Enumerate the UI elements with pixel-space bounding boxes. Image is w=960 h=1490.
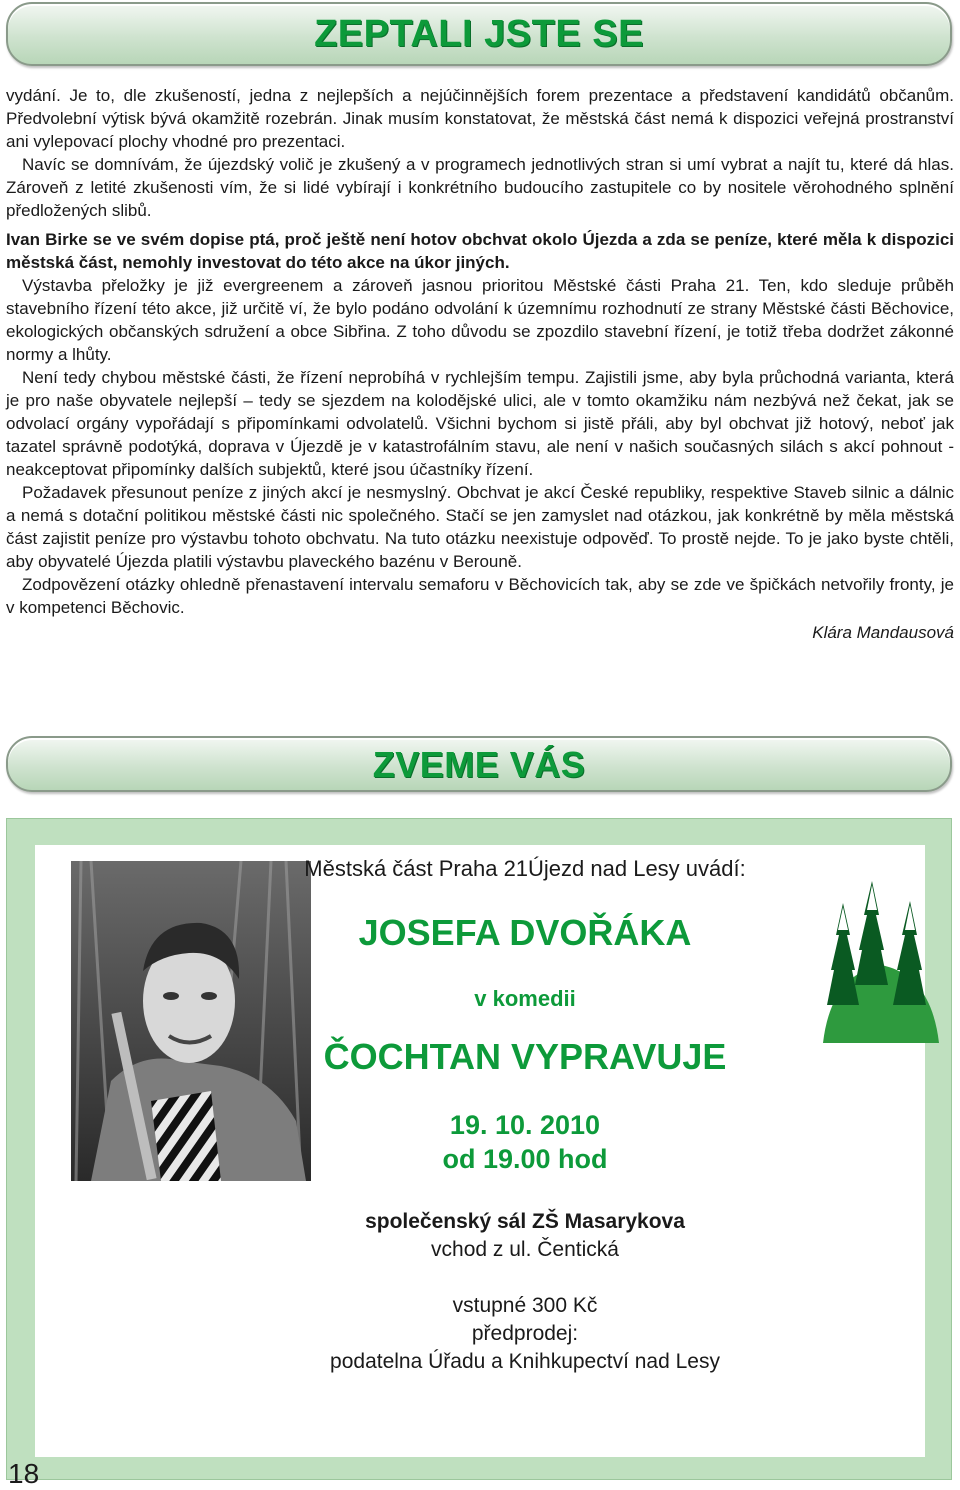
article-paragraph: Požadavek přesunout peníze z jiných akcí je nesmyslný. Obchvat je akcí České republiky, respektive Staveb silnic a dálnic a nemá s dotační politikou městské části nic společného. Stačí se jen zamyslet nad otázkou, jak konkrétně by měla městská část zajistit peníze pro výstavbu tohoto obchvatu. Na tuto otázku neexistuje odpověď. To prostě nejde. To je jako byste chtěli, aby obyvatelé Újezda platili výstavbu plaveckého bazénu v Berouně. <box>6 483 954 571</box>
presale-label: předprodej: <box>471 1322 579 1345</box>
section-header-banner <box>6 736 952 792</box>
event-date: 19. 10. 2010 <box>449 1110 601 1140</box>
article-paragraph: Výstavba přeložky je již evergreenem a zároveň jasnou prioritou Městské části Praha 21. Ten, kdo sleduje průběh stavebního řízení této akce, již určitě ví, že bylo podáno odvolání k územnímu rozhodnutí ze strany Městské části Běchovice, ekologických občanských sdružení a obce Sibřina. Z toho důvodu se zpozdilo stavební řízení, je totiž třeba dodržet zákonné normy a lhůty. <box>6 276 954 364</box>
portrait-image <box>71 861 311 1181</box>
article-body <box>6 84 954 644</box>
admission-price: vstupné 300 Kč <box>452 1294 598 1317</box>
presale-places: podatelna Úřadu a Knihkupectví nad Lesy <box>330 1350 720 1373</box>
event-time: od 19.00 hod <box>442 1144 608 1174</box>
event-venue: společenský sál ZŠ Masarykova <box>365 1210 685 1233</box>
article-paragraph <box>6 153 954 222</box>
section-header-banner <box>6 2 952 66</box>
section-title: ZVEME VÁS <box>372 744 586 785</box>
comedy-label: v komedii <box>474 986 576 1011</box>
play-title: ČOCHTAN VYPRAVUJE <box>323 1036 727 1077</box>
article-sentence: Zároveň z letité zkušenosti vím, že si lidé vybírají i konkrétního budoucího zastupitele co by nositele věrohodného splnění předložených slibů. <box>6 178 954 220</box>
venue-entrance: vchod z ul. Čentická <box>431 1238 619 1261</box>
actor-name: JOSEFA DVOŘÁKA <box>358 912 692 953</box>
author-signature: Klára Mandausová <box>812 623 954 642</box>
section-title: ZEPTALI JSTE SE <box>314 13 644 55</box>
presenter-line: Městská část Praha 21Újezd nad Lesy uvádí: <box>304 856 746 881</box>
logo-image <box>821 875 941 1045</box>
article-paragraph: Zodpovězení otázky ohledně přenastavení intervalu semaforu v Běchovicích tak, aby se zde ve špičkách netvořily fronty, je v kompetenci Běchovic. <box>6 575 954 617</box>
forest-trees-logo <box>821 875 960 1045</box>
page-number: 18 <box>8 1458 40 1489</box>
article-paragraph: Není tedy chybou městské části, že řízení neprobíhá v rychlejším tempu. Zajistili jsme, aby byla průchodná varianta, která je pro naše obyvatele nejlepší – tedy se sjezdem na kolodějské ulici, ale v tomto okamžiku nám nezbývá než čekat, jak se odvolací orgány vypořádají s připomínkami odvolatelů. Všichni bychom si jistě přáli, aby byl obchvat již hotový, neboť jak tazatel správně podotýká, doprava v Újezdě je v katastrofálním stavu, ale není v našich současných silách s akcí pohnout - neakceptovat připomínky dalších subjektů, které jsou účastníky řízení. <box>6 368 954 479</box>
actor-portrait-photo <box>71 861 311 1181</box>
reader-question: Ivan Birke se ve svém dopise ptá, proč ještě není hotov obchvat okolo Újezda a zda se peníze, které měla k dispozici městská část, nemohly investovat do této akce na úkor jiných. <box>6 230 954 272</box>
article-paragraph: vydání. Je to, dle zkušeností, jedna z nejlepších a nejúčinnějších forem prezentace a představení kandidátů občanům. Předvolební výtisk bývá okamžitě rozebrán. Jinak musím konstatovat, že městská část nemá k dispozici veřejná prostranství ani vylepovací plochy vhodné pro prezentaci. <box>6 86 954 151</box>
article-sentence: Navíc se domnívám, že újezdský volič je zkušený a v programech jednotlivých stran si umí vybrat a najít tu, které dá hlas. <box>22 155 954 174</box>
